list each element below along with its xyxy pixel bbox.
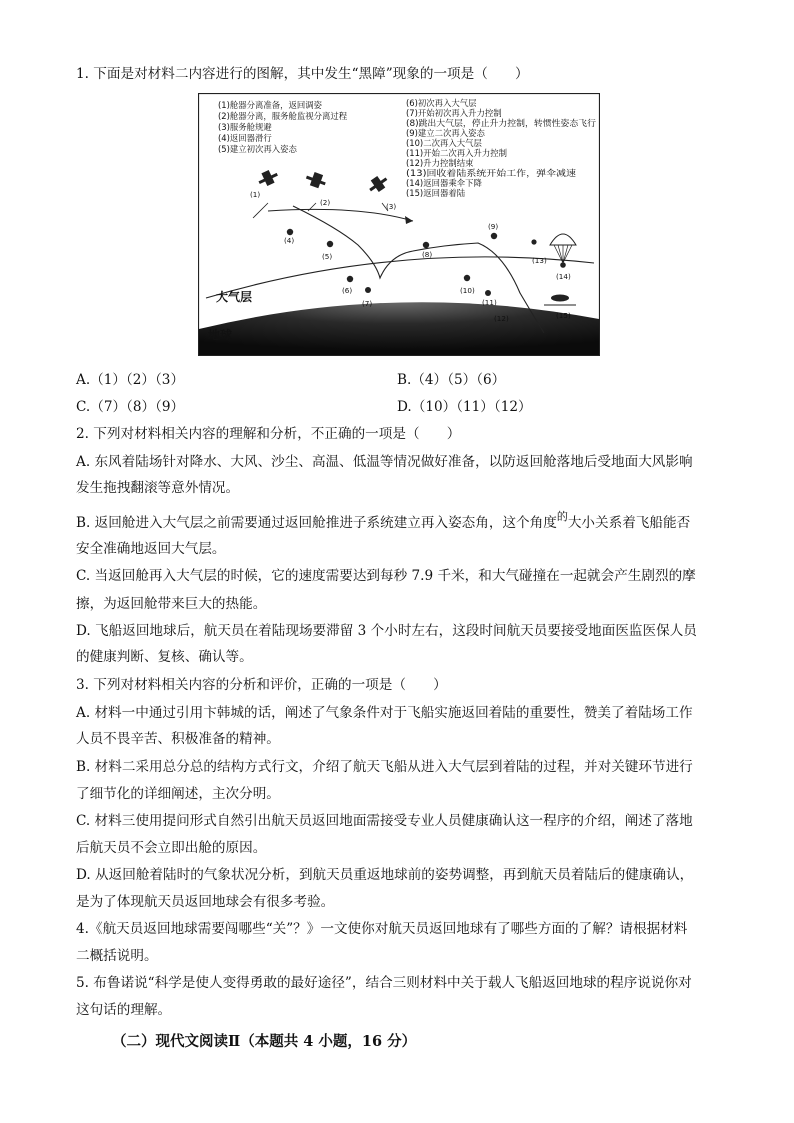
q1-option-c[interactable]: C.（7）（8）（9） xyxy=(76,399,185,415)
legend-right-8: (8)跳出大气层，停止升力控制，转惯性姿态飞行 xyxy=(406,118,586,128)
q2-option-c-line1[interactable]: C. 当返回舱再入大气层的时候，它的速度需要达到每秒 7.9 千米，和大气碰撞在一起就会产生剧烈的摩 xyxy=(76,568,696,584)
q3-option-a-line1[interactable]: A. 材料一中通过引用卞韩城的话，阐述了气象条件对于飞船实施返回着陆的重要性，赞美了着陆场工作 xyxy=(76,705,693,721)
marker-6: (6) xyxy=(342,286,353,295)
q2-option-b-sup: 的 xyxy=(556,510,568,523)
q1-stem: 1. 下面是对材料二内容进行的图解，其中发生“黑障”现象的一项是（ ） xyxy=(76,66,529,82)
marker-8: (8) xyxy=(422,250,433,259)
legend-right-10: (10)二次再入大气层 xyxy=(406,138,482,148)
marker-15: (15) xyxy=(556,311,571,320)
legend-right-15: (15)返回器着陆 xyxy=(406,188,466,198)
marker-1: (1) xyxy=(250,190,261,199)
marker-7: (7) xyxy=(362,299,373,308)
q3-option-c-line2[interactable]: 后航天员不会立即出舱的原因。 xyxy=(76,840,267,856)
q2-option-a-line1[interactable]: A. 东风着陆场针对降水、大风、沙尘、高温、低温等情况做好准备，以防返回舱落地后受地面大风影响 xyxy=(76,454,693,470)
legend-left-2: (2)舱器分离，服务舱监视分离过程 xyxy=(218,111,348,121)
marker-9: (9) xyxy=(488,222,499,231)
legend-right-9: (9)建立二次再入姿态 xyxy=(406,128,485,138)
q4-line1: 4.《航天员返回地球需要闯哪些“关”？》一文使你对航天员返回地球有了哪些方面的了解？请根据材料 xyxy=(76,921,688,937)
legend-right-14: (14)返回器乘伞下降 xyxy=(406,178,482,188)
q2-option-b-part2: 大小关系着飞船能否 xyxy=(567,515,691,531)
section-title: （二）现代文阅读Ⅱ（本题共 4 小题，16 分） xyxy=(112,1033,417,1050)
q5-line2: 这句话的理解。 xyxy=(76,1002,172,1018)
q3-option-a-line2[interactable]: 人员不畏辛苦、积极准备的精神。 xyxy=(76,731,280,747)
legend-right-11: (11)开始二次再入升力控制 xyxy=(406,148,507,158)
earth-label: 地球 xyxy=(208,328,233,342)
marker-4: (4) xyxy=(284,236,295,245)
atmosphere-label: 大气层 xyxy=(216,290,253,304)
q2-stem: 2. 下列对材料相关内容的理解和分析，不正确的一项是（ ） xyxy=(76,426,461,442)
q2-option-d-line2[interactable]: 的健康判断、复核、确认等。 xyxy=(76,649,253,665)
q3-option-d-line1[interactable]: D. 从返回舱着陆时的气象状况分析，到航天员重返地球前的姿势调整，再到航天员着陆后的健康确认， xyxy=(76,867,694,883)
legend-left-1: (1)舱器分离准备，返回调姿 xyxy=(218,100,322,110)
marker-10: (10) xyxy=(460,286,475,295)
legend-right-13: (13)回收着陆系统开始工作，弹伞减速 xyxy=(406,168,549,178)
q2-option-b-line2[interactable]: 安全准确地返回大气层。 xyxy=(76,541,226,557)
legend-right-7: (7)开始初次再入升力控制 xyxy=(406,108,502,118)
marker-3: (3) xyxy=(386,202,397,211)
q3-option-b-line1[interactable]: B. 材料二采用总分总的结构方式行文，介绍了航天飞船从进入大气层到着陆的过程，并对关键环节进行 xyxy=(76,759,693,775)
q1-option-a[interactable]: A.（1）（2）（3） xyxy=(76,372,185,388)
q4-line2: 二概括说明。 xyxy=(76,948,158,964)
reentry-diagram xyxy=(198,93,600,356)
marker-2: (2) xyxy=(320,198,331,207)
legend-right-12: (12)升力控制结束 xyxy=(406,158,474,168)
q3-stem: 3. 下列对材料相关内容的分析和评价，正确的一项是（ ） xyxy=(76,677,447,693)
q3-option-b-line2[interactable]: 了细节化的详细阐述，主次分明。 xyxy=(76,786,280,802)
q3-option-c-line1[interactable]: C. 材料三使用提问形式自然引出航天员返回地面需接受专业人员健康确认这一程序的介绍，阐述了落地 xyxy=(76,813,693,829)
q5-line1: 5. 布鲁诺说“科学是使人变得勇敢的最好途径”，结合三则材料中关于载人飞船返回地球的程序说说你对 xyxy=(76,975,692,991)
q2-option-b-line1[interactable] xyxy=(76,510,691,534)
marker-5: (5) xyxy=(322,252,333,261)
q2-option-c-line2[interactable]: 擦，为返回舱带来巨大的热能。 xyxy=(76,596,267,612)
q2-option-d-line1[interactable]: D. 飞船返回地球后，航天员在着陆现场要滞留 3 个小时左右，这段时间航天员要接受地面医监医保人员 xyxy=(76,623,697,639)
marker-14: (14) xyxy=(556,272,571,281)
marker-11: (11) xyxy=(482,298,497,307)
q2-option-b-part1: B. 返回舱进入大气层之前需要通过返回舱推进子系统建立再入姿态角，这个角度 xyxy=(76,515,557,531)
legend-left-3: (3)服务舱规避 xyxy=(218,122,272,132)
legend-left-4: (4)返回器滑行 xyxy=(218,133,272,143)
q1-option-b[interactable]: B.（4）（5）（6） xyxy=(397,372,506,388)
marker-12: (12) xyxy=(494,314,509,323)
q3-option-d-line2[interactable]: 是为了体现航天员返回地球会有很多考验。 xyxy=(76,894,335,910)
marker-13: (13) xyxy=(532,256,547,265)
legend-right-6: (6)初次再入大气层 xyxy=(406,98,477,108)
legend-left-5: (5)建立初次再入姿态 xyxy=(218,144,297,154)
q1-option-d[interactable]: D.（10）（11）（12） xyxy=(397,399,532,415)
q2-option-a-line2[interactable]: 发生拖拽翻滚等意外情况。 xyxy=(76,480,240,496)
